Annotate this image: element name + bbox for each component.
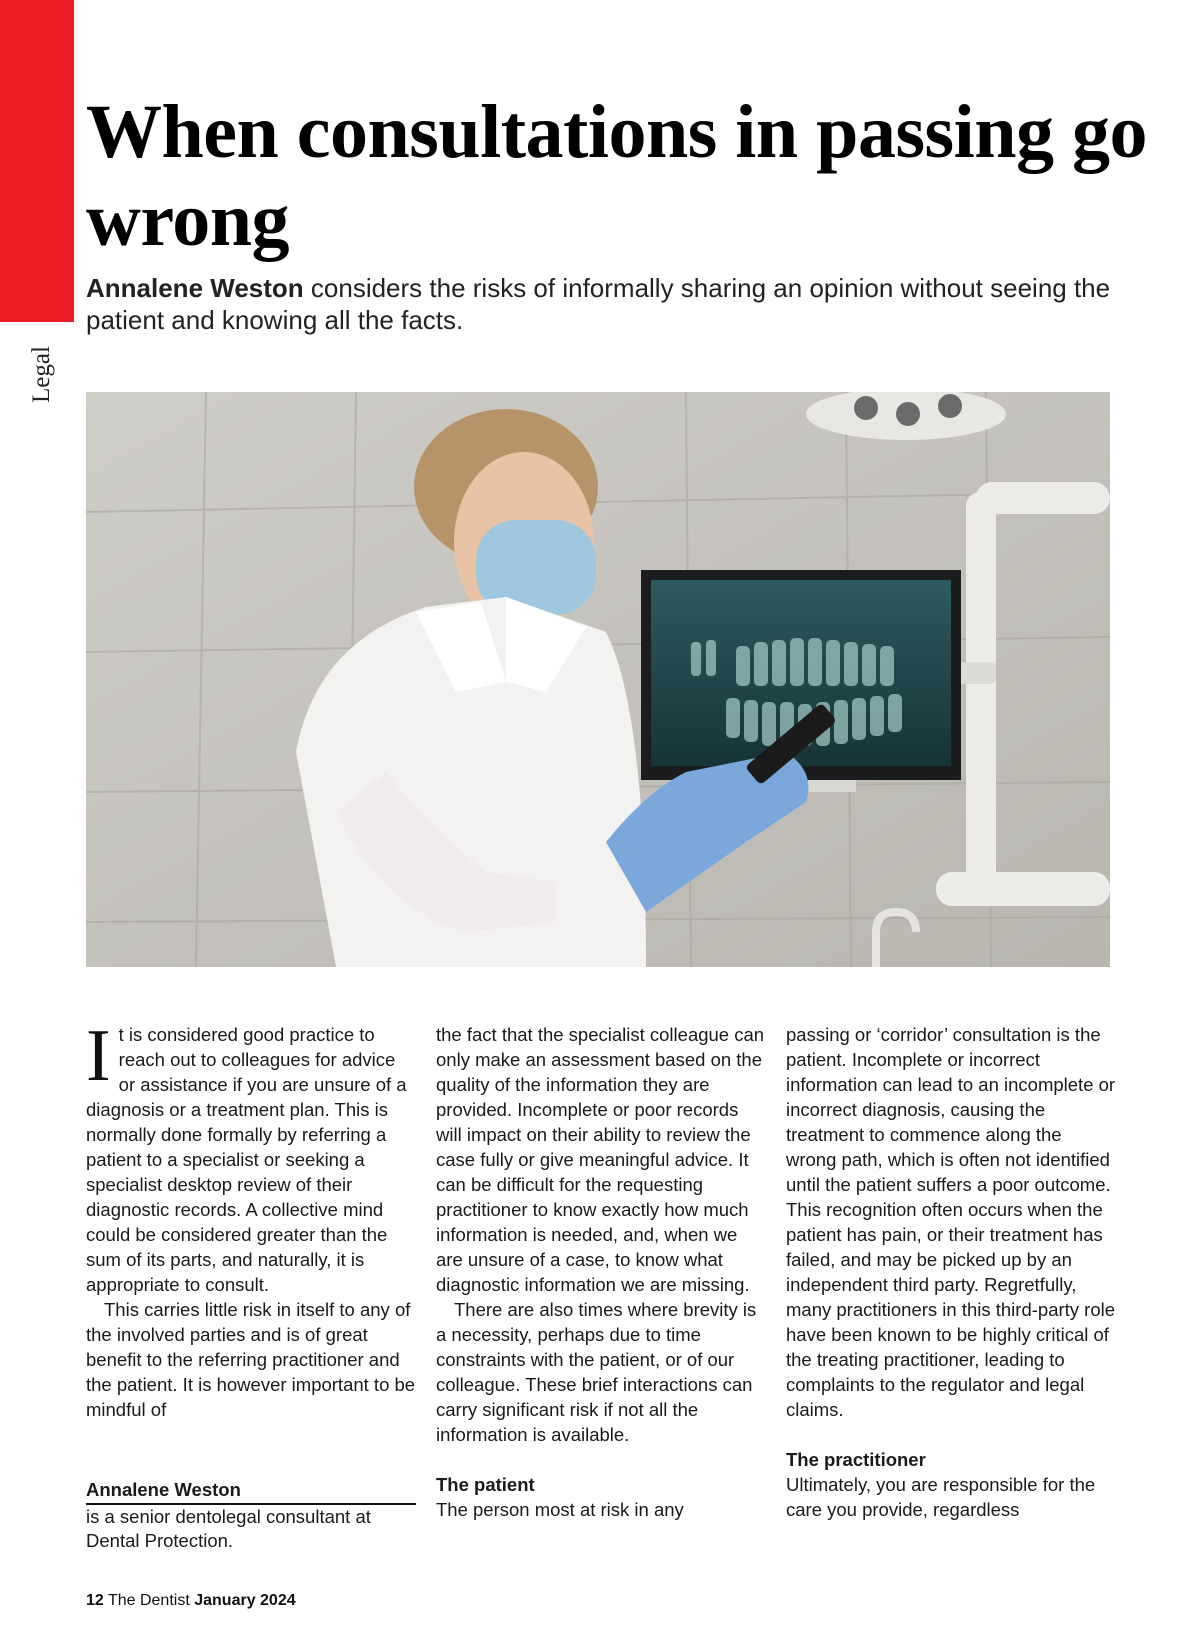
standfirst-text: considers the risks of informally sharing an opinion without seeing the patient and knowing all the facts. — [86, 273, 1111, 335]
standfirst-author: Annalene Weston — [86, 273, 304, 303]
page-number: 12 — [86, 1592, 104, 1609]
article-photo — [86, 392, 1110, 967]
bio-text: is a senior dentolegal consultant at Dental Protection. — [86, 1506, 371, 1551]
column3-paragraph-1: passing or ‘corridor’ consultation is the patient. Incomplete or incorrect information can lead to an incomplete or incorrect diagnosis, causing the treatment to commence along the wrong path, which is often not identified until the patient suffers a poor outcome. This recognition often occurs when the patient has pain, or their treatment has failed, and may be picked up by an independent third party. Regretfully, many practitioners in this third-party role have been known to be highly critical of the treating practitioner, leading to complaints to the regulator and legal claims. — [786, 1024, 1116, 1420]
column2-paragraph-3: The person most at risk in any — [436, 1499, 684, 1520]
drop-cap: I — [86, 1015, 111, 1097]
column1-paragraph-2: This carries little risk in itself to any of the involved parties and is of great benefit to the referring practitioner and the patient. It is however important to be mindful of — [86, 1299, 416, 1420]
section-color-bar — [0, 0, 74, 322]
column1-paragraph-1 — [86, 1015, 416, 1297]
issue-date: January 2024 — [194, 1592, 296, 1609]
page-footer — [86, 1592, 296, 1610]
article-column-2 — [436, 1022, 766, 1522]
column3-paragraph-2: Ultimately, you are responsible for the care you provide, regardless — [786, 1474, 1096, 1520]
subheading-the-patient: The patient — [436, 1474, 535, 1495]
standfirst — [86, 272, 1166, 336]
publication-name: The Dentist — [107, 1592, 190, 1609]
dentist-photo-illustration — [86, 392, 1110, 967]
section-tag: Legal — [28, 346, 55, 404]
article-column-1 — [86, 1015, 416, 1422]
article-headline: When consultations in passing go wrong — [86, 90, 1147, 262]
column2-paragraph-2: There are also times where brevity is a necessity, perhaps due to time constraints with the patient, or of our colleague. These brief interactions can carry significant risk if not all the information is available. — [436, 1299, 757, 1445]
article-column-3 — [786, 1022, 1116, 1522]
bio-name: Annalene Weston — [86, 1478, 416, 1505]
column2-paragraph-1: the fact that the specialist colleague can only make an assessment based on the quality of the information they are provided. Incomplete or poor records will impact on their ability to review the case fully or give meaningful advice. It can be difficult for the requesting practitioner to know exactly how much information is needed, and, when we are unsure of a case, to know what diagnostic information we are missing. — [436, 1024, 765, 1295]
column1-paragraph-1-text: t is considered good practice to reach out to colleagues for advice or assistance if you are unsure of a diagnosis or a treatment plan. This is normally done formally by referring a patient to a specialist or seeking a specialist desktop review of their diagnostic records. A collective mind could be considered greater than the sum of its parts, and naturally, it is appropriate to consult. — [86, 1024, 407, 1295]
subheading-the-practitioner: The practitioner — [786, 1449, 926, 1470]
author-bio — [86, 1478, 416, 1553]
